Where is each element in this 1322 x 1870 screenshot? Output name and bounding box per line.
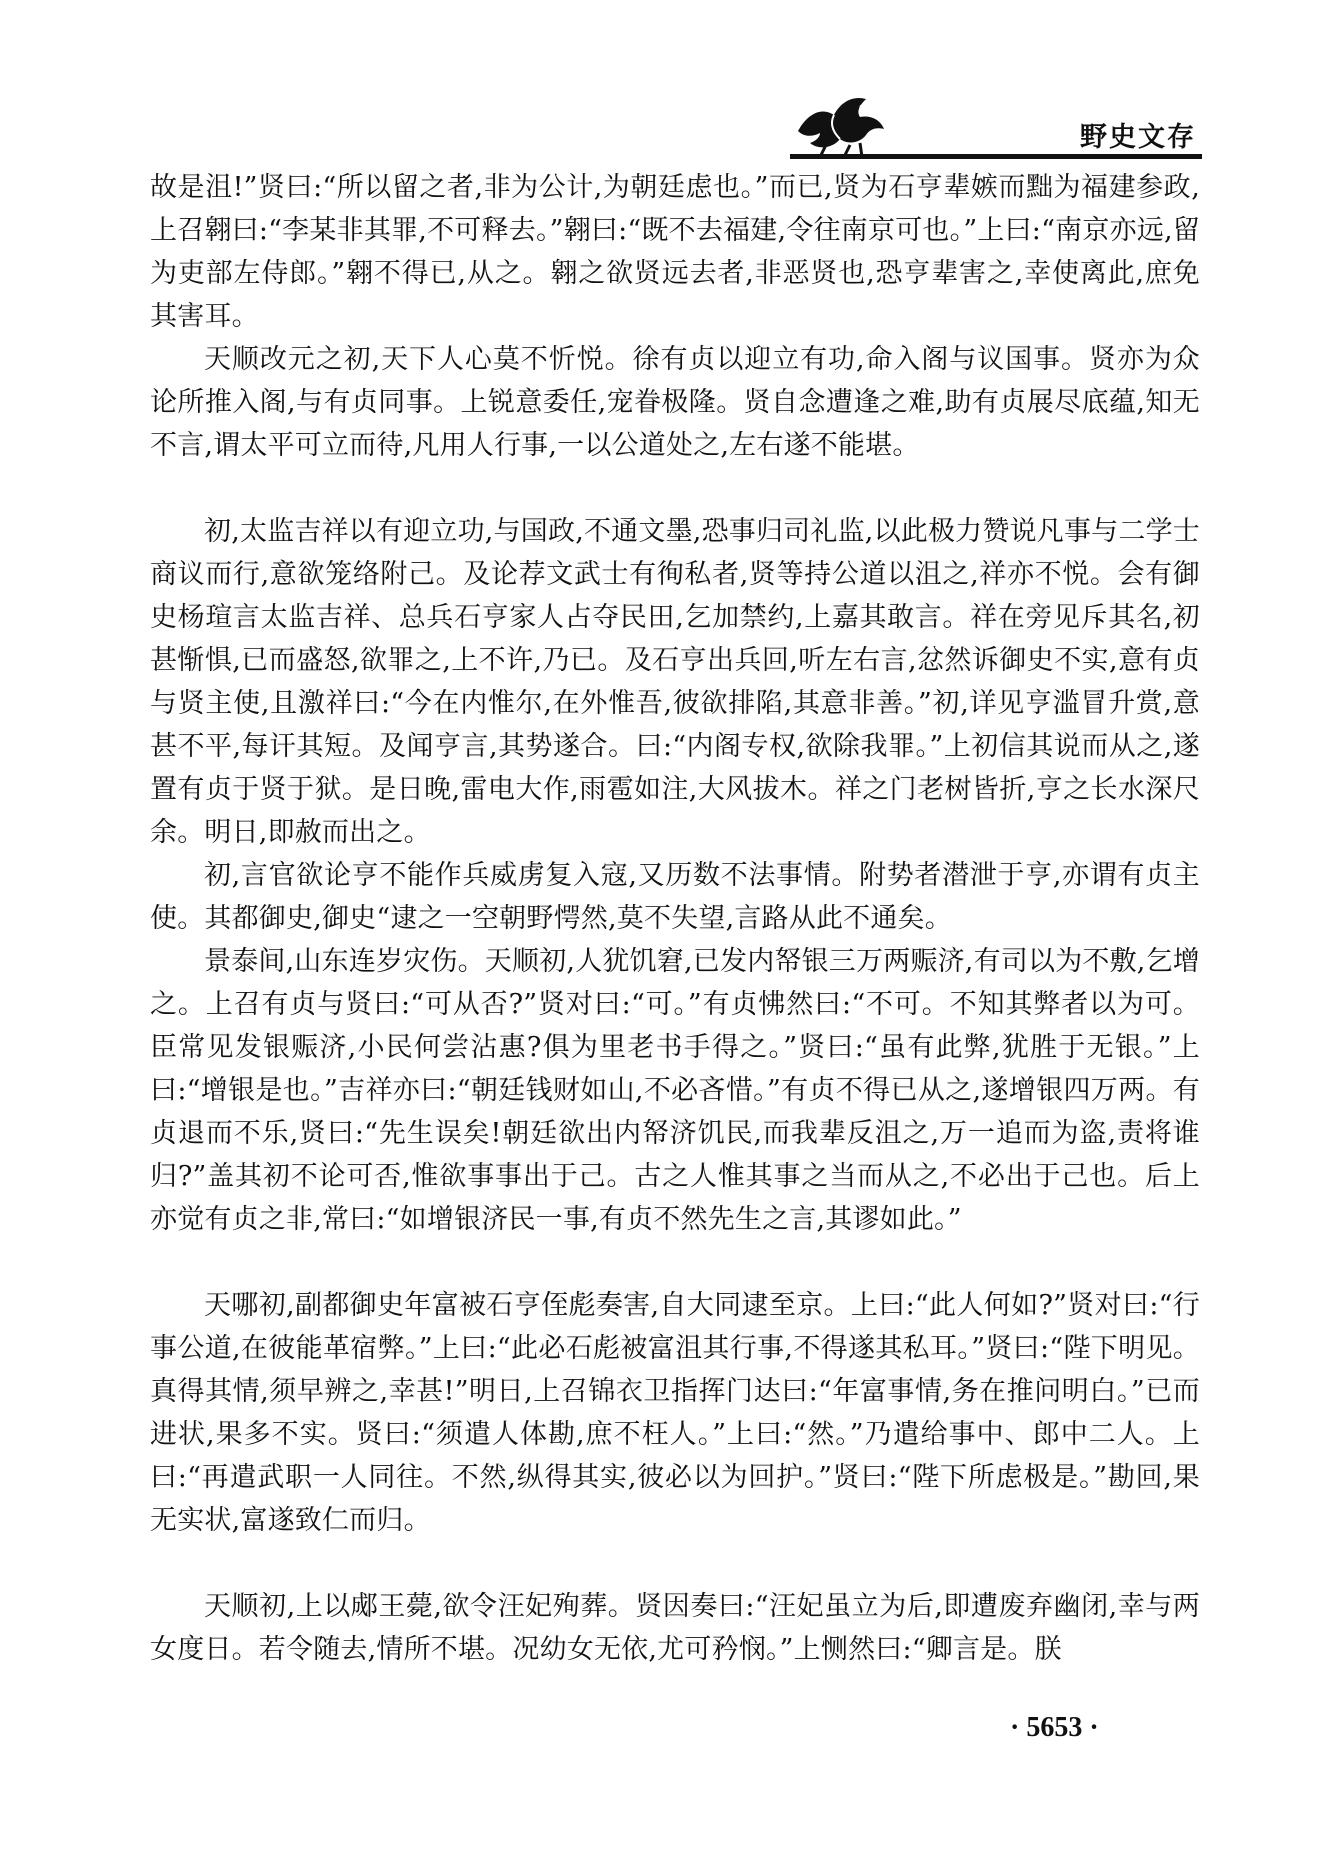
paragraph: 故是沮!”贤曰:“所以留之者,非为公计,为朝廷虑也。”而已,贤为石亨辈嫉而黜为福建参政,上召翱曰:“李某非其罪,不可释去。”翱曰:“既不去福建,令往南京可也。”上曰:“南京亦远,留为吏部左侍郎。”翱不得已,从之。翱之欲贤远去者,非恶贤也,恐亨辈害之,幸使离此,庶免其害耳。 (150, 172, 1200, 332)
header-rule (790, 154, 1202, 159)
series-title: 野史文存 (1080, 122, 1196, 153)
paragraph: 天顺初,上以郕王薨,欲令汪妃殉葬。贤因奏曰:“汪妃虽立为后,即遭废弃幽闭,幸与两女度日。若令随去,情所不堪。况幼女无依,尤可矜悯。”上恻然曰:“卿言是。朕 (150, 1591, 1200, 1665)
paragraph: 初,太监吉祥以有迎立功,与国政,不通文墨,恐事归司礼监,以此极力赞说凡事与二学士商议而行,意欲笼络附己。及论荐文武士有徇私者,贤等持公道以沮之,祥亦不悦。会有御史杨瑄言太监吉祥、总兵石亨家人占夺民田,乞加禁约,上嘉其敢言。祥在旁见斥其名,初甚惭惧,已而盛怒,欲罪之,上不许,乃已。及石亨出兵回,听左右言,忿然诉御史不实,意有贞与贤主使,且激祥曰:“今在内惟尔,在外惟吾,彼欲排陷,其意非善。”初,详见亨滥冒升赏,意甚不平,每讦其短。及闻亨言,其势遂合。曰:“内阁专权,欲除我罪。”上初信其说而从之,遂置有贞于贤于狱。是日晚,雷电大作,雨雹如注,大风拔木。祥之门老树皆折,亨之长水深尺余。明日,即赦而出之。 (150, 516, 1200, 848)
dragon-emblem-icon (790, 85, 890, 160)
page-header (0, 0, 1322, 170)
paragraph: 景泰间,山东连岁灾伤。天顺初,人犹饥窘,已发内帑银三万两赈济,有司以为不敷,乞增之。上召有贞与贤曰:“可从否?”贤对曰:“可。”有贞怫然曰:“不可。不知其弊者以为可。臣常见发银赈济,小民何尝沾惠?俱为里老书手得之。”贤曰:“虽有此弊,犹胜于无银。”上曰:“增银是也。”吉祥亦曰:“朝廷钱财如山,不必吝惜。”有贞不得已从之,遂增银四万两。有贞退而不乐,贤曰:“先生误矣!朝廷欲出内帑济饥民,而我辈反沮之,万一追而为盗,责将谁归?”盖其初不论可否,惟欲事事出于己。古之人惟其事之当而从之,不必出于己也。后上亦觉有贞之非,常曰:“如增银济民一事,有贞不然先生之言,其谬如此。” (150, 946, 1200, 1235)
paragraph: 初,言官欲论亨不能作兵威虏复入寇,又历数不法事情。附势者潜泄于亨,亦谓有贞主使。其都御史,御史“逮之一空朝野愕然,莫不失望,言路从此不通矣。 (150, 860, 1200, 934)
page-number: · 5653 · (1010, 1712, 1099, 1743)
paragraph: 天哪初,副都御史年富被石亨侄彪奏害,自大同逮至京。上曰:“此人何如?”贤对曰:“行事公道,在彼能革宿弊。”上曰:“此必石彪被富沮其行事,不得遂其私耳。”贤曰:“陛下明见。真得其情,须早辨之,幸甚!”明日,上召锦衣卫指挥门达曰:“年富事情,务在推问明白。”已而进状,果多不实。贤曰:“须遣人体勘,庶不枉人。”上曰:“然。”乃遣给事中、郎中二人。上曰:“再遣武职一人同往。不然,纵得其实,彼必以为回护。”贤曰:“陛下所虑极是。”勘回,果无实状,富遂致仁而归。 (150, 1290, 1200, 1536)
paragraph: 天顺改元之初,天下人心莫不忻悦。徐有贞以迎立有功,命入阁与议国事。贤亦为众论所推入阁,与有贞同事。上锐意委任,宠眷极隆。贤自念遭逢之难,助有贞展尽底蕴,知无不言,谓太平可立而待,凡用人行事,一以公道处之,左右遂不能堪。 (150, 344, 1200, 461)
body-text (150, 166, 1200, 1671)
